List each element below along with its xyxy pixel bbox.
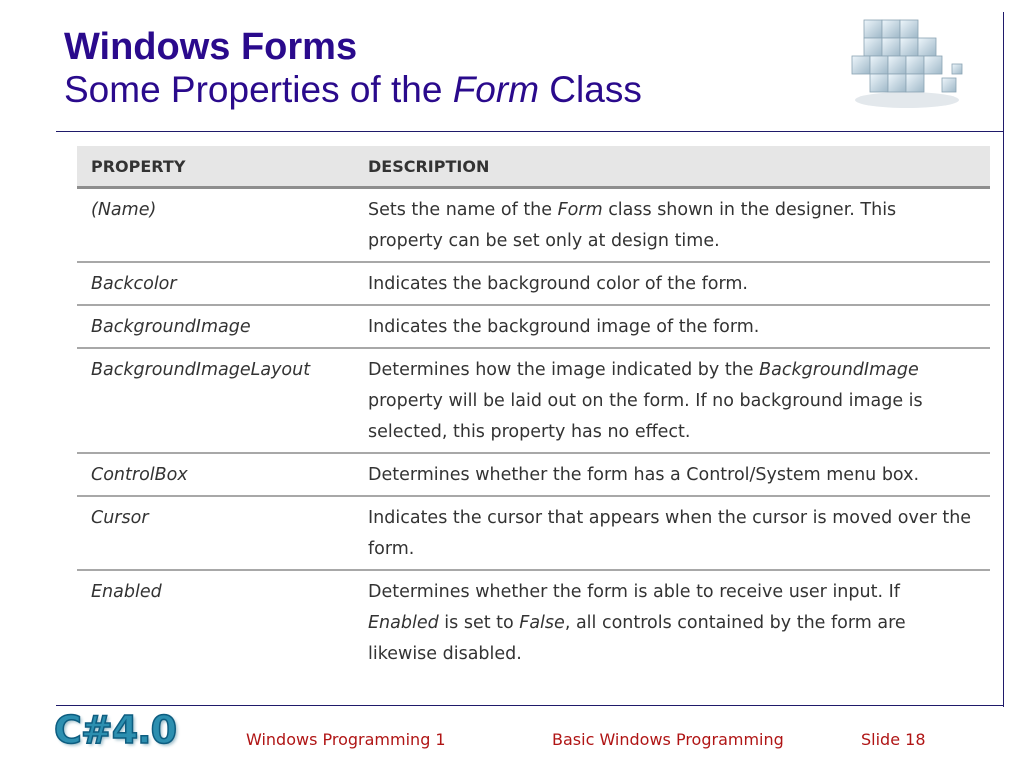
property-name: (Name) <box>77 188 354 263</box>
property-description <box>354 570 990 674</box>
title-line-2 <box>64 69 642 110</box>
title-line-2-post: Class <box>539 68 642 110</box>
property-name: Enabled <box>91 582 162 602</box>
csharp-logo: C#4.0 <box>54 708 177 752</box>
table-header-row <box>77 146 990 188</box>
description-italic-term: False <box>519 613 565 633</box>
table-row <box>77 570 990 674</box>
description-text: Determines whether the form has a Control/System menu box. <box>368 465 920 485</box>
property-name: BackgroundImageLayout <box>77 348 354 453</box>
table-row <box>77 305 990 348</box>
description-text: Indicates the background color of the form. <box>368 274 748 294</box>
cubes-logo-icon <box>842 12 972 112</box>
footer-slide-number: Slide 18 <box>861 730 926 749</box>
description-text: , all controls contained by the form are likewise disabled. <box>368 613 906 664</box>
property-description <box>354 453 990 496</box>
property-description <box>354 188 990 263</box>
description-text: Determines whether the form is able to receive user input. If <box>368 582 900 602</box>
property-name: Cursor <box>77 496 354 570</box>
description-text: class shown in the designer. This property can be set only at design time. <box>368 200 897 251</box>
footer-topic: Basic Windows Programming <box>552 730 784 749</box>
table-row <box>77 262 990 305</box>
table-row <box>77 453 990 496</box>
description-text: is set to <box>438 613 520 633</box>
description-text: Sets the name of the <box>368 200 558 220</box>
property-name: ControlBox <box>77 453 354 496</box>
properties-table <box>77 146 990 674</box>
table-row <box>77 348 990 453</box>
header-description: DESCRIPTION <box>354 146 990 188</box>
footer-divider <box>56 705 1004 706</box>
title-divider <box>56 131 1004 132</box>
right-border <box>1003 12 1004 707</box>
property-description <box>354 305 990 348</box>
description-text: Indicates the background image of the form. <box>368 317 760 337</box>
description-text: Determines how the image indicated by the <box>368 360 760 380</box>
table-row <box>77 496 990 570</box>
description-italic-term: Enabled <box>368 613 439 633</box>
title-line-2-italic: Form <box>452 68 540 110</box>
title-line-1: Windows Forms <box>64 26 358 68</box>
property-name: BackgroundImage <box>77 305 354 348</box>
slide-title <box>64 26 642 110</box>
table-row <box>77 188 990 263</box>
description-text: Indicates the cursor that appears when the cursor is moved over the form. <box>368 508 972 559</box>
description-italic-term: BackgroundImage <box>759 360 919 380</box>
property-description <box>354 348 990 453</box>
property-description <box>354 496 990 570</box>
property-description <box>354 262 990 305</box>
header-property: PROPERTY <box>77 146 354 188</box>
description-italic-term: Form <box>557 200 603 220</box>
property-name: Backcolor <box>77 262 354 305</box>
description-text: property will be laid out on the form. If no background image is selected, this property has no effect. <box>368 391 923 442</box>
footer-course: Windows Programming 1 <box>246 730 446 749</box>
title-line-2-pre: Some Properties of the <box>64 68 453 110</box>
